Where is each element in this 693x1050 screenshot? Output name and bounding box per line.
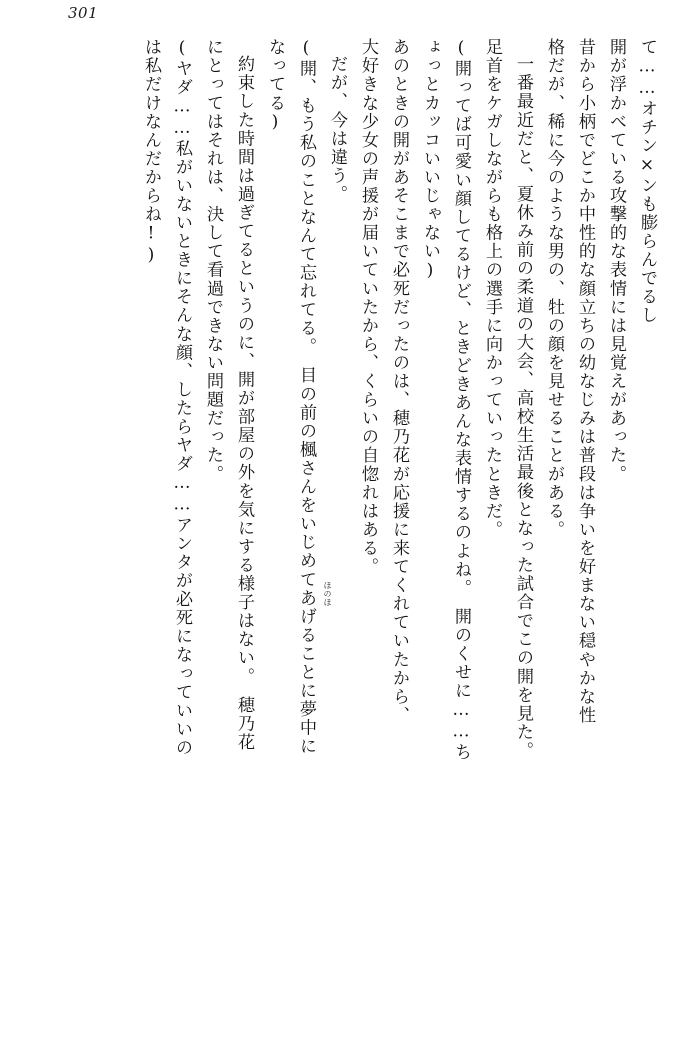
text-column: 約束した時間は過ぎてるというのに、開が部屋の外を気にする様子はない。 穂乃花 — [234, 55, 254, 752]
text-column: 格だが、稀に今のような男の、牡の顔を見せることがある。 — [544, 38, 564, 539]
text-column: 大好きな少女の声援が届いていたから、くらいの自惚れはある。 — [358, 38, 378, 576]
text-column: ょっとカッコいいじゃない) — [420, 38, 440, 282]
page-number: 301 — [68, 4, 99, 22]
text-column: 足首をケガしながらも格上の選手に向かっていったときだ。 — [482, 38, 502, 539]
text-column: (開、もう私のことなんて忘れてる。 目の前の楓さんをいじめてあげることに夢中に — [296, 38, 316, 756]
text-column: 昔から小柄でどこか中性的な顔立ちの幼なじみは普段は争いを好まない穏やかな性 — [575, 38, 595, 725]
text-column: にとってはそれは、決して看過できない問題だった。 — [203, 38, 223, 484]
text-column: (ヤダ……私がいないときにそんな顔、したらヤダ……アンタが必死になっていいの — [172, 38, 192, 757]
text-column: て……オチン×ンも膨らんでるし — [637, 38, 657, 325]
vertical-text-block — [38, 38, 655, 1024]
text-column: 一番最近だと、夏休み前の柔道の大会、高校生活最後となった試合でこの開を見た。 — [513, 55, 533, 760]
text-column: なってる) — [265, 38, 285, 134]
text-column: だが、今は違う。 — [327, 55, 347, 204]
text-column: 開が浮かべている攻撃的な表情には見覚えがあった。 — [606, 38, 626, 484]
text-column: (開ってば可愛い顔してるけど、ときどきあんな表情するのよね。 開のくせに……ち — [451, 38, 471, 762]
text-column: あのときの開があそこまで必死だったのは、穂乃花が応援に来てくれていたから、 — [389, 38, 409, 725]
ruby-annotation: ほのほ — [323, 581, 332, 607]
text-column: は私だけなんだからね!) — [141, 38, 161, 267]
